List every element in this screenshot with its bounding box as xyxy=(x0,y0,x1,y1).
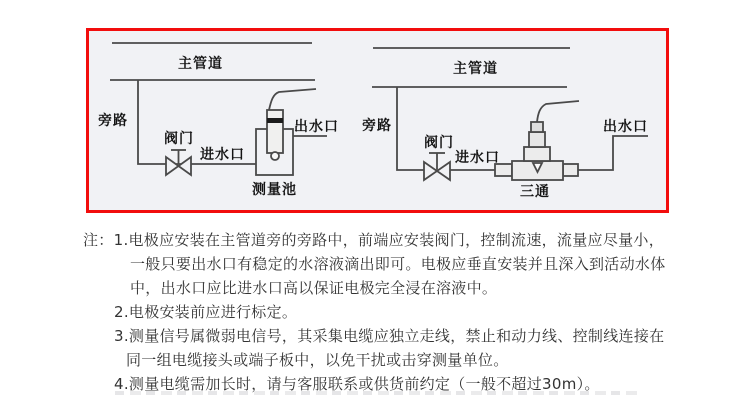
sensor-body-icon xyxy=(529,132,545,147)
left-bypass-label: 旁路 xyxy=(98,113,128,129)
left-main-pipe-label: 主管道 xyxy=(178,56,223,72)
note-line-6: 同一组电缆接头或端子板中，以免干扰或击穿测量单位。 xyxy=(126,351,509,369)
left-inlet-label: 进水口 xyxy=(200,147,245,163)
right-bypass-label: 旁路 xyxy=(362,118,392,134)
tee-right-nipple-icon xyxy=(563,164,578,176)
right-valve-icon xyxy=(437,162,450,180)
left-valve-icon xyxy=(179,157,192,175)
measuring-vessel-label: 测量池 xyxy=(252,182,297,198)
right-valve-icon xyxy=(424,162,437,180)
left-cable-line xyxy=(269,89,316,110)
right-outlet-label: 出水口 xyxy=(603,119,648,135)
right-cable-line xyxy=(537,101,579,122)
note-line-7: 4.测量电缆需加长时，请与客服联系或供货前约定（一般不超过30m）。 xyxy=(114,375,600,393)
electrode-band-icon xyxy=(267,118,283,123)
right-valve-label: 阀门 xyxy=(424,135,454,151)
note-line-4: 2.电极安装前应进行标定。 xyxy=(114,303,298,321)
left-valve-icon xyxy=(166,157,179,175)
right-outlet-line xyxy=(578,136,648,170)
left-outlet-label: 出水口 xyxy=(294,119,339,135)
electrode-icon xyxy=(267,110,283,153)
electrode-tip-icon xyxy=(271,152,279,160)
tee-label: 三通 xyxy=(520,184,550,200)
note-line-1: 注：1.电极应安装在主管道旁的旁路中，前端应安装阀门，控制流速，流量应尽量小， xyxy=(83,231,665,249)
note-line-2: 一般只要出水口有稳定的水溶液滴出即可。电极应垂直安装并且深入到活动水体 xyxy=(130,255,666,273)
right-main-pipe-label: 主管道 xyxy=(453,61,498,77)
sensor-cap-icon xyxy=(531,122,543,132)
right-inlet-label: 进水口 xyxy=(455,150,500,166)
cutoff-text-artifact xyxy=(115,391,642,395)
sensor-flange-icon xyxy=(524,147,550,161)
left-valve-label: 阀门 xyxy=(164,131,194,147)
right-diagram xyxy=(372,48,648,180)
note-line-3: 中，出水口应比进水口高以保证电极完全浸在溶液中。 xyxy=(130,279,498,297)
note-line-5: 3.测量信号属微弱电信号，其采集电缆应独立走线，禁止和动力线、控制线连接在 xyxy=(114,327,665,345)
